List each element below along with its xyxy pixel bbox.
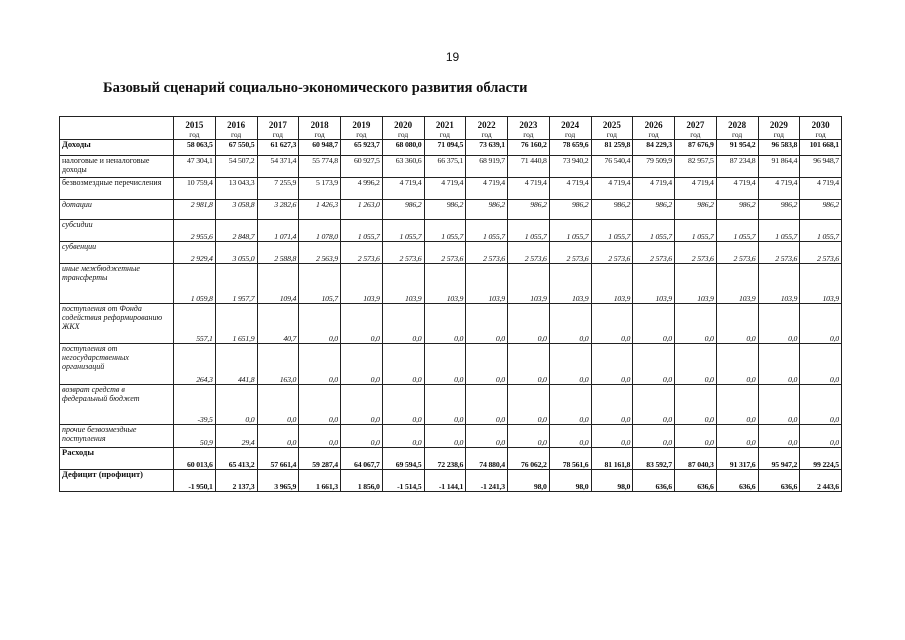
value-cell: 0,0 — [758, 344, 800, 385]
year-header — [424, 117, 466, 140]
value-cell: 76 160,2 — [508, 140, 550, 156]
value-cell: 0,0 — [466, 344, 508, 385]
value-cell: 986,2 — [466, 200, 508, 220]
value-cell: 50,9 — [174, 425, 216, 448]
value-cell: 60 927,5 — [341, 156, 383, 178]
year-header — [758, 117, 800, 140]
value-cell: 83 592,7 — [633, 448, 675, 470]
value-cell: 0,0 — [257, 385, 299, 425]
year-suffix: год — [356, 130, 367, 139]
year-suffix: год — [398, 130, 409, 139]
table-row — [60, 178, 842, 200]
value-cell: 2 573,6 — [341, 242, 383, 264]
value-cell: 2 929,4 — [174, 242, 216, 264]
value-cell: 54 507,2 — [215, 156, 257, 178]
value-cell: 1 957,7 — [215, 264, 257, 304]
year-header — [174, 117, 216, 140]
value-cell: 40,7 — [257, 304, 299, 344]
value-cell: 986,2 — [591, 200, 633, 220]
value-cell: 0,0 — [591, 425, 633, 448]
value-cell: 0,0 — [299, 304, 341, 344]
value-cell: 1 661,3 — [299, 470, 341, 492]
value-cell: 0,0 — [382, 344, 424, 385]
value-cell: 95 947,2 — [758, 448, 800, 470]
value-cell: 98,0 — [508, 470, 550, 492]
value-cell: 0,0 — [758, 304, 800, 344]
row-label: налоговые и неналоговые доходы — [60, 156, 174, 178]
year-suffix: год — [523, 130, 534, 139]
value-cell: 78 659,6 — [549, 140, 591, 156]
value-cell: 441,8 — [215, 344, 257, 385]
value-cell: 99 224,5 — [800, 448, 842, 470]
value-cell: -1 241,3 — [466, 470, 508, 492]
table-row — [60, 385, 842, 425]
value-cell: 1 055,7 — [633, 220, 675, 242]
row-label: безвозмездные перечисления — [60, 178, 174, 200]
value-cell: 96 948,7 — [800, 156, 842, 178]
value-cell: 0,0 — [299, 425, 341, 448]
year-label: 2022 — [477, 120, 496, 130]
value-cell: 82 957,5 — [675, 156, 717, 178]
value-cell: 0,0 — [758, 385, 800, 425]
value-cell: 84 229,3 — [633, 140, 675, 156]
year-header — [382, 117, 424, 140]
value-cell: 65 923,7 — [341, 140, 383, 156]
year-header — [341, 117, 383, 140]
row-label: прочие безвозмездные поступления — [60, 425, 174, 448]
value-cell: 1 263,0 — [341, 200, 383, 220]
value-cell: 0,0 — [800, 344, 842, 385]
year-label: 2026 — [644, 120, 663, 130]
value-cell: 636,6 — [633, 470, 675, 492]
year-suffix: год — [815, 130, 826, 139]
year-label: 2020 — [394, 120, 413, 130]
table-row — [60, 220, 842, 242]
year-header — [299, 117, 341, 140]
value-cell: 1 055,7 — [800, 220, 842, 242]
year-label: 2016 — [227, 120, 246, 130]
value-cell: 0,0 — [716, 304, 758, 344]
value-cell: 98,0 — [591, 470, 633, 492]
value-cell: 986,2 — [382, 200, 424, 220]
value-cell: 4 719,4 — [508, 178, 550, 200]
value-cell: 1 651,9 — [215, 304, 257, 344]
value-cell: 3 965,9 — [257, 470, 299, 492]
year-label: 2018 — [310, 120, 329, 130]
value-cell: 636,6 — [675, 470, 717, 492]
value-cell: 2 848,7 — [215, 220, 257, 242]
value-cell: 0,0 — [424, 425, 466, 448]
value-cell: 0,0 — [382, 425, 424, 448]
value-cell: 4 719,4 — [800, 178, 842, 200]
value-cell: 1 055,7 — [341, 220, 383, 242]
document-title: Базовый сценарий социально-экономического развития области — [103, 80, 528, 96]
value-cell: 0,0 — [424, 304, 466, 344]
value-cell: 0,0 — [299, 385, 341, 425]
value-cell: 0,0 — [549, 304, 591, 344]
value-cell: 1 055,7 — [424, 220, 466, 242]
year-label: 2029 — [769, 120, 788, 130]
year-header — [675, 117, 717, 140]
value-cell: 2 573,6 — [382, 242, 424, 264]
value-cell: 1 059,8 — [174, 264, 216, 304]
value-cell: 69 594,5 — [382, 448, 424, 470]
table-row — [60, 242, 842, 264]
value-cell: 1 055,7 — [716, 220, 758, 242]
value-cell: 87 040,3 — [675, 448, 717, 470]
value-cell: 103,9 — [341, 264, 383, 304]
value-cell: -1 144,1 — [424, 470, 466, 492]
value-cell: 1 055,7 — [591, 220, 633, 242]
value-cell: 103,9 — [549, 264, 591, 304]
value-cell: 986,2 — [675, 200, 717, 220]
value-cell: 71 440,8 — [508, 156, 550, 178]
value-cell: 0,0 — [591, 385, 633, 425]
value-cell: 98,0 — [549, 470, 591, 492]
value-cell: 109,4 — [257, 264, 299, 304]
value-cell: 0,0 — [716, 385, 758, 425]
value-cell: 0,0 — [549, 425, 591, 448]
value-cell: 986,2 — [800, 200, 842, 220]
value-cell: 0,0 — [508, 304, 550, 344]
value-cell: 96 583,8 — [758, 140, 800, 156]
year-label: 2024 — [561, 120, 580, 130]
value-cell: 103,9 — [382, 264, 424, 304]
value-cell: 4 719,4 — [424, 178, 466, 200]
value-cell: 0,0 — [341, 344, 383, 385]
value-cell: 81 259,8 — [591, 140, 633, 156]
value-cell: 76 062,2 — [508, 448, 550, 470]
value-cell: 3 282,6 — [257, 200, 299, 220]
value-cell: 81 161,8 — [591, 448, 633, 470]
year-suffix: год — [272, 130, 283, 139]
year-label: 2028 — [728, 120, 747, 130]
year-label: 2019 — [352, 120, 371, 130]
year-suffix: год — [481, 130, 492, 139]
value-cell: 4 719,4 — [549, 178, 591, 200]
value-cell: 0,0 — [508, 344, 550, 385]
value-cell: 103,9 — [675, 264, 717, 304]
year-suffix: год — [314, 130, 325, 139]
budget-scenario-table — [59, 116, 842, 492]
value-cell: 0,0 — [382, 304, 424, 344]
table-row — [60, 304, 842, 344]
value-cell: 0,0 — [675, 304, 717, 344]
year-label: 2021 — [435, 120, 454, 130]
value-cell: 0,0 — [591, 344, 633, 385]
value-cell: 1 071,4 — [257, 220, 299, 242]
value-cell: 61 627,3 — [257, 140, 299, 156]
row-label: Расходы — [60, 448, 174, 470]
value-cell: 55 774,8 — [299, 156, 341, 178]
value-cell: 64 067,7 — [341, 448, 383, 470]
value-cell: 986,2 — [633, 200, 675, 220]
table-row — [60, 344, 842, 385]
value-cell: 29,4 — [215, 425, 257, 448]
table-row — [60, 425, 842, 448]
year-label: 2025 — [602, 120, 621, 130]
value-cell: 79 509,9 — [633, 156, 675, 178]
value-cell: 58 063,5 — [174, 140, 216, 156]
value-cell: -1 514,5 — [382, 470, 424, 492]
value-cell: 1 055,7 — [675, 220, 717, 242]
value-cell: 2 588,8 — [257, 242, 299, 264]
value-cell: 986,2 — [424, 200, 466, 220]
value-cell: 57 661,4 — [257, 448, 299, 470]
value-cell: 71 094,5 — [424, 140, 466, 156]
year-suffix: год — [690, 130, 701, 139]
value-cell: 103,9 — [800, 264, 842, 304]
value-cell: 0,0 — [633, 344, 675, 385]
year-label: 2030 — [811, 120, 830, 130]
value-cell: 68 919,7 — [466, 156, 508, 178]
value-cell: 4 996,2 — [341, 178, 383, 200]
value-cell: 2 573,6 — [758, 242, 800, 264]
value-cell: -39,5 — [174, 385, 216, 425]
value-cell: 87 234,8 — [716, 156, 758, 178]
table-row — [60, 470, 842, 492]
value-cell: 1 856,0 — [341, 470, 383, 492]
row-label: поступления от негосударственных организаций — [60, 344, 174, 385]
value-cell: 0,0 — [675, 385, 717, 425]
year-suffix: год — [231, 130, 242, 139]
value-cell: 103,9 — [758, 264, 800, 304]
value-cell: 2 573,6 — [633, 242, 675, 264]
value-cell: 2 573,6 — [591, 242, 633, 264]
value-cell: 54 371,4 — [257, 156, 299, 178]
value-cell: 0,0 — [299, 344, 341, 385]
year-header — [716, 117, 758, 140]
value-cell: 0,0 — [633, 425, 675, 448]
year-header — [466, 117, 508, 140]
value-cell: 103,9 — [424, 264, 466, 304]
value-cell: 2 981,8 — [174, 200, 216, 220]
value-cell: 1 055,7 — [508, 220, 550, 242]
value-cell: 105,7 — [299, 264, 341, 304]
value-cell: 1 426,3 — [299, 200, 341, 220]
value-cell: 264,3 — [174, 344, 216, 385]
year-header — [633, 117, 675, 140]
value-cell: 0,0 — [800, 304, 842, 344]
table-header-row — [60, 117, 842, 140]
value-cell: 4 719,4 — [633, 178, 675, 200]
value-cell: 103,9 — [508, 264, 550, 304]
value-cell: 0,0 — [633, 304, 675, 344]
year-suffix: год — [606, 130, 617, 139]
value-cell: 2 573,6 — [508, 242, 550, 264]
value-cell: 2 573,6 — [716, 242, 758, 264]
value-cell: 66 375,1 — [424, 156, 466, 178]
value-cell: 636,6 — [758, 470, 800, 492]
value-cell: 63 360,6 — [382, 156, 424, 178]
value-cell: 2 573,6 — [424, 242, 466, 264]
value-cell: 60 948,7 — [299, 140, 341, 156]
value-cell: 0,0 — [466, 425, 508, 448]
value-cell: 78 561,6 — [549, 448, 591, 470]
value-cell: 101 668,1 — [800, 140, 842, 156]
year-suffix: год — [565, 130, 576, 139]
header-blank-cell — [60, 117, 174, 140]
value-cell: 103,9 — [591, 264, 633, 304]
year-header — [549, 117, 591, 140]
value-cell: 4 719,4 — [382, 178, 424, 200]
value-cell: 4 719,4 — [758, 178, 800, 200]
year-suffix: год — [189, 130, 200, 139]
value-cell: 0,0 — [382, 385, 424, 425]
table-row — [60, 264, 842, 304]
value-cell: 47 304,1 — [174, 156, 216, 178]
value-cell: 10 759,4 — [174, 178, 216, 200]
value-cell: 1 078,0 — [299, 220, 341, 242]
value-cell: 986,2 — [508, 200, 550, 220]
year-header — [800, 117, 842, 140]
value-cell: 5 173,9 — [299, 178, 341, 200]
value-cell: 4 719,4 — [591, 178, 633, 200]
value-cell: 2 573,6 — [466, 242, 508, 264]
value-cell: 2 573,6 — [800, 242, 842, 264]
value-cell: 60 013,6 — [174, 448, 216, 470]
value-cell: 0,0 — [549, 385, 591, 425]
table-row — [60, 200, 842, 220]
value-cell: 0,0 — [508, 385, 550, 425]
value-cell: 7 255,9 — [257, 178, 299, 200]
value-cell: 0,0 — [800, 425, 842, 448]
value-cell: 0,0 — [716, 425, 758, 448]
value-cell: 0,0 — [257, 425, 299, 448]
value-cell: 986,2 — [549, 200, 591, 220]
value-cell: 2 955,6 — [174, 220, 216, 242]
value-cell: 2 563,9 — [299, 242, 341, 264]
row-label: поступления от Фонда содействия реформированию ЖКХ — [60, 304, 174, 344]
value-cell: 91 864,4 — [758, 156, 800, 178]
value-cell: 0,0 — [758, 425, 800, 448]
value-cell: 1 055,7 — [549, 220, 591, 242]
value-cell: 13 043,3 — [215, 178, 257, 200]
value-cell: 0,0 — [508, 425, 550, 448]
value-cell: 2 137,3 — [215, 470, 257, 492]
value-cell: 91 317,6 — [716, 448, 758, 470]
value-cell: 3 058,8 — [215, 200, 257, 220]
value-cell: 73 940,2 — [549, 156, 591, 178]
value-cell: 0,0 — [341, 304, 383, 344]
value-cell: 4 719,4 — [466, 178, 508, 200]
value-cell: 557,1 — [174, 304, 216, 344]
value-cell: 0,0 — [800, 385, 842, 425]
value-cell: 1 055,7 — [382, 220, 424, 242]
value-cell: 87 676,9 — [675, 140, 717, 156]
year-label: 2017 — [268, 120, 287, 130]
value-cell: 0,0 — [424, 385, 466, 425]
value-cell: 0,0 — [341, 385, 383, 425]
value-cell: 0,0 — [675, 344, 717, 385]
value-cell: 67 550,5 — [215, 140, 257, 156]
page-number: 19 — [445, 50, 460, 64]
value-cell: 0,0 — [466, 385, 508, 425]
value-cell: 986,2 — [758, 200, 800, 220]
row-label: возврат средств в федеральный бюджет — [60, 385, 174, 425]
year-label: 2027 — [686, 120, 705, 130]
value-cell: 0,0 — [591, 304, 633, 344]
value-cell: 4 719,4 — [716, 178, 758, 200]
year-header — [591, 117, 633, 140]
value-cell: 163,0 — [257, 344, 299, 385]
year-suffix: год — [648, 130, 659, 139]
year-suffix: год — [773, 130, 784, 139]
value-cell: 0,0 — [215, 385, 257, 425]
year-header — [215, 117, 257, 140]
value-cell: 65 413,2 — [215, 448, 257, 470]
value-cell: 1 055,7 — [466, 220, 508, 242]
year-suffix: год — [732, 130, 743, 139]
row-label: Доходы — [60, 140, 174, 156]
value-cell: 0,0 — [675, 425, 717, 448]
value-cell: 0,0 — [633, 385, 675, 425]
value-cell: 636,6 — [716, 470, 758, 492]
year-suffix: год — [439, 130, 450, 139]
value-cell: 0,0 — [466, 304, 508, 344]
year-header — [508, 117, 550, 140]
year-label: 2023 — [519, 120, 538, 130]
row-label: дотации — [60, 200, 174, 220]
value-cell: 0,0 — [716, 344, 758, 385]
value-cell: 0,0 — [549, 344, 591, 385]
row-label: Дефицит (профицит) — [60, 470, 174, 492]
table-row — [60, 448, 842, 470]
value-cell: 986,2 — [716, 200, 758, 220]
value-cell: 2 443,6 — [800, 470, 842, 492]
value-cell: 0,0 — [424, 344, 466, 385]
row-label: субсидии — [60, 220, 174, 242]
value-cell: -1 950,1 — [174, 470, 216, 492]
value-cell: 91 954,2 — [716, 140, 758, 156]
value-cell: 72 238,6 — [424, 448, 466, 470]
year-header — [257, 117, 299, 140]
row-label: иные межбюджетные трансферты — [60, 264, 174, 304]
year-label: 2015 — [185, 120, 204, 130]
value-cell: 103,9 — [466, 264, 508, 304]
value-cell: 76 540,4 — [591, 156, 633, 178]
value-cell: 68 080,0 — [382, 140, 424, 156]
value-cell: 3 055,0 — [215, 242, 257, 264]
value-cell: 74 880,4 — [466, 448, 508, 470]
value-cell: 73 639,1 — [466, 140, 508, 156]
table-row — [60, 140, 842, 156]
value-cell: 59 287,4 — [299, 448, 341, 470]
value-cell: 103,9 — [716, 264, 758, 304]
row-label: субвенции — [60, 242, 174, 264]
value-cell: 4 719,4 — [675, 178, 717, 200]
table-row — [60, 156, 842, 178]
value-cell: 103,9 — [633, 264, 675, 304]
value-cell: 0,0 — [341, 425, 383, 448]
value-cell: 2 573,6 — [675, 242, 717, 264]
value-cell: 1 055,7 — [758, 220, 800, 242]
value-cell: 2 573,6 — [549, 242, 591, 264]
